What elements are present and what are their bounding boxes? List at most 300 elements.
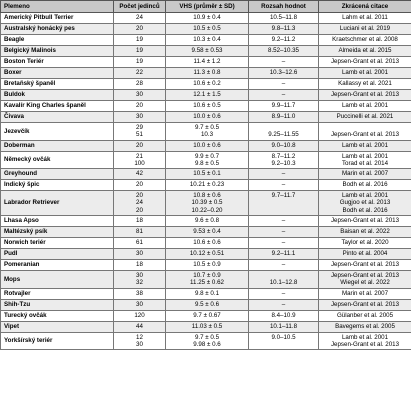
citation-cell-line: Jepsen-Grant et al. 2013 xyxy=(330,272,400,280)
citation-cell xyxy=(319,169,411,180)
count-cell-line: 30 xyxy=(136,113,143,121)
count-cell xyxy=(114,310,166,321)
count-cell xyxy=(114,271,166,289)
count-cell-line: 30 xyxy=(136,272,143,280)
vhs-cell-line: 10.8 ± 0.6 xyxy=(193,192,221,200)
vhs-cell-line: 10.5 ± 0.1 xyxy=(193,170,221,178)
citation-cell-line: Wiegel et al. 2022 xyxy=(340,279,390,287)
table-row xyxy=(1,180,411,191)
vhs-cell-line: 10.0 ± 0.6 xyxy=(193,141,221,149)
vhs-cell xyxy=(166,191,249,216)
range-cell-line xyxy=(252,199,315,206)
count-cell xyxy=(114,68,166,79)
citation-cell xyxy=(319,191,411,216)
range-cell-line: – xyxy=(281,181,286,189)
vhs-cell xyxy=(166,260,249,271)
count-cell-line: 100 xyxy=(134,159,145,167)
vhs-cell-line: 11.25 ± 0.62 xyxy=(190,279,224,287)
table-row xyxy=(1,260,411,271)
count-cell xyxy=(114,35,166,46)
count-cell xyxy=(114,46,166,57)
count-cell-line: 24 xyxy=(136,199,143,207)
citation-cell xyxy=(319,238,411,249)
table-row xyxy=(1,13,411,24)
count-cell xyxy=(114,332,166,350)
vhs-cell xyxy=(166,112,249,123)
vhs-cell xyxy=(166,332,249,350)
vhs-cell xyxy=(166,238,249,249)
count-cell xyxy=(114,24,166,35)
count-cell-line: 19 xyxy=(136,58,143,66)
count-cell-line: 30 xyxy=(136,340,143,348)
citation-cell xyxy=(319,24,411,35)
citation-cell-line: Jepsen-Grant et al. 2013 xyxy=(330,300,400,308)
count-cell xyxy=(114,169,166,180)
count-cell-line: 20 xyxy=(136,25,143,33)
vhs-cell-line: 10.3 ± 0.4 xyxy=(193,36,221,44)
count-cell xyxy=(114,288,166,299)
table-row xyxy=(1,249,411,260)
breed-cell: Boxer xyxy=(1,68,114,79)
range-cell-line: 10.1–12.8 xyxy=(269,279,298,287)
citation-cell-line: Gugjoo et al. 2013 xyxy=(339,199,391,207)
range-cell-line xyxy=(252,207,315,214)
range-cell xyxy=(249,123,319,141)
table-row xyxy=(1,332,411,350)
count-cell-line: 44 xyxy=(136,322,143,330)
citation-cell xyxy=(319,288,411,299)
count-cell-line: 38 xyxy=(136,289,143,297)
breed-cell: Lhasa Apso xyxy=(1,216,114,227)
range-cell xyxy=(249,112,319,123)
citation-cell-line: Almeida et al. 2015 xyxy=(338,47,392,55)
table-row xyxy=(1,169,411,180)
citation-cell-line: Lamb et al. 2001 xyxy=(341,192,389,200)
citation-cell-line: Bavegems et al. 2005 xyxy=(335,322,395,330)
count-cell-line: 30 xyxy=(136,250,143,258)
vhs-cell xyxy=(166,180,249,191)
range-cell xyxy=(249,310,319,321)
count-cell xyxy=(114,112,166,123)
range-cell xyxy=(249,260,319,271)
count-cell-line: 12 xyxy=(136,333,143,341)
range-cell xyxy=(249,332,319,350)
table-row xyxy=(1,112,411,123)
vhs-cell xyxy=(166,321,249,332)
range-cell-line: – xyxy=(281,300,286,308)
count-cell xyxy=(114,227,166,238)
table-row xyxy=(1,79,411,90)
vhs-cell xyxy=(166,13,249,24)
vhs-cell xyxy=(166,90,249,101)
breed-cell: Jezevčík xyxy=(1,123,114,141)
breed-cell: Beagle xyxy=(1,35,114,46)
table-row xyxy=(1,35,411,46)
range-cell xyxy=(249,299,319,310)
count-cell xyxy=(114,216,166,227)
citation-cell xyxy=(319,140,411,151)
count-cell xyxy=(114,191,166,216)
vhs-cell-line: 9.58 ± 0.53 xyxy=(191,47,223,55)
vhs-cell-line: 9.8 ± 0.5 xyxy=(194,159,220,167)
range-cell xyxy=(249,216,319,227)
count-cell-line: 18 xyxy=(136,261,143,269)
citation-cell xyxy=(319,260,411,271)
vhs-cell xyxy=(166,123,249,141)
range-cell xyxy=(249,191,319,216)
range-cell xyxy=(249,288,319,299)
breed-cell: Belgický Malinois xyxy=(1,46,114,57)
table-row xyxy=(1,90,411,101)
vhs-cell xyxy=(166,140,249,151)
vhs-cell-line: 10.6 ± 0.6 xyxy=(193,239,221,247)
breed-cell: Americký Pitbull Terrier xyxy=(1,13,114,24)
citation-cell-line: Jepsen-Grant et al. 2013 xyxy=(330,340,400,348)
range-cell-line: – xyxy=(281,261,286,269)
vhs-cell-line: 10.7 ± 0.9 xyxy=(193,272,221,280)
range-cell xyxy=(249,13,319,24)
table-row xyxy=(1,24,411,35)
range-cell-line xyxy=(252,124,315,131)
range-cell-line: – xyxy=(281,170,286,178)
range-cell-line: – xyxy=(281,91,286,99)
vhs-cell-line: 10.12 ± 0.51 xyxy=(189,250,225,258)
citation-cell-line: Bodh et al. 2016 xyxy=(342,181,388,189)
range-cell-line: – xyxy=(281,80,286,88)
count-cell xyxy=(114,79,166,90)
citation-cell-line: Torad et al. 2014 xyxy=(341,159,389,167)
breed-cell: Greyhound xyxy=(1,169,114,180)
table-row xyxy=(1,140,411,151)
citation-cell xyxy=(319,57,411,68)
vhs-cell xyxy=(166,310,249,321)
table-body xyxy=(1,13,411,350)
citation-cell xyxy=(319,112,411,123)
count-cell-line: 29 xyxy=(136,124,143,132)
citation-cell xyxy=(319,216,411,227)
citation-cell-line: Jepsen-Grant et al. 2013 xyxy=(330,131,400,139)
citation-cell-line: Lamb et al. 2001 xyxy=(341,152,389,160)
count-cell xyxy=(114,299,166,310)
count-cell xyxy=(114,180,166,191)
range-cell xyxy=(249,101,319,112)
breed-cell: Doberman xyxy=(1,140,114,151)
range-cell-line: 10.1–11.8 xyxy=(269,322,298,330)
vhs-cell-line: 9.7 ± 0.5 xyxy=(194,124,220,132)
vhs-cell xyxy=(166,101,249,112)
citation-cell-line: Jepsen-Grant et al. 2013 xyxy=(330,58,400,66)
citation-cell xyxy=(319,299,411,310)
count-cell-line: 51 xyxy=(136,131,143,139)
citation-cell xyxy=(319,271,411,289)
citation-cell-line: Lamb et al. 2001 xyxy=(341,69,389,77)
citation-cell xyxy=(319,13,411,24)
range-cell-line: 8.4–10.9 xyxy=(271,311,296,319)
range-cell-line: – xyxy=(281,289,286,297)
table-row xyxy=(1,288,411,299)
range-cell xyxy=(249,321,319,332)
count-cell-line: 24 xyxy=(136,14,143,22)
range-cell xyxy=(249,35,319,46)
range-cell xyxy=(249,169,319,180)
citation-cell xyxy=(319,249,411,260)
range-cell-line: 9.2–11.2 xyxy=(271,36,296,44)
range-cell-line: 9.7–11.7 xyxy=(271,192,296,200)
breed-cell: Německý ovčák xyxy=(1,151,114,169)
table-row xyxy=(1,299,411,310)
header-row xyxy=(1,1,411,13)
count-cell-line: 30 xyxy=(136,300,143,308)
table-row xyxy=(1,123,411,141)
count-cell-line: 20 xyxy=(136,102,143,110)
range-cell-line: – xyxy=(281,58,286,66)
range-cell xyxy=(249,57,319,68)
count-cell-line: 19 xyxy=(136,47,143,55)
breed-cell: Vipet xyxy=(1,321,114,332)
header-breed: Plemeno xyxy=(1,1,114,13)
breed-cell: Indický špic xyxy=(1,180,114,191)
citation-cell-line: Jepsen-Grant et al. 2013 xyxy=(330,91,400,99)
citation-cell-line: Lamb et al. 2001 xyxy=(341,333,389,341)
vhs-cell-line: 10.21 ± 0.23 xyxy=(189,181,225,189)
vhs-cell xyxy=(166,288,249,299)
table-row xyxy=(1,151,411,169)
table-row xyxy=(1,271,411,289)
vhs-cell-line: 9.7 ± 0.67 xyxy=(193,311,221,319)
range-cell xyxy=(249,238,319,249)
range-cell-line: – xyxy=(281,228,286,236)
vhs-cell-line: 10.6 ± 0.5 xyxy=(193,102,221,110)
vhs-cell-line: 10.5 ± 0.9 xyxy=(193,261,221,269)
citation-cell-line: Gülanber et al. 2005 xyxy=(336,311,394,319)
range-cell xyxy=(249,90,319,101)
table-row xyxy=(1,57,411,68)
citation-cell xyxy=(319,310,411,321)
citation-cell-line xyxy=(322,124,408,131)
range-cell xyxy=(249,68,319,79)
vhs-cell xyxy=(166,299,249,310)
citation-cell-line: Baisan et al. 2022 xyxy=(340,228,390,236)
citation-cell-line: Kraetschmer et al. 2008 xyxy=(332,36,398,44)
header-vhs: VHS (průměr ± SD) xyxy=(166,1,249,13)
range-cell xyxy=(249,249,319,260)
citation-cell-line: Kallassy et al. 2021 xyxy=(338,80,392,88)
count-cell-line: 28 xyxy=(136,80,143,88)
vhs-cell xyxy=(166,271,249,289)
table-row xyxy=(1,321,411,332)
breed-cell: Bretaňský španěl xyxy=(1,79,114,90)
vhs-cell xyxy=(166,151,249,169)
table-row xyxy=(1,101,411,112)
vhs-cell-line: 10.6 ± 0.2 xyxy=(193,80,221,88)
count-cell xyxy=(114,249,166,260)
citation-cell-line: Pinto et al. 2004 xyxy=(342,250,388,258)
range-cell-line: 8.9–11.0 xyxy=(271,113,296,121)
count-cell-line: 30 xyxy=(136,91,143,99)
breed-cell: Čivava xyxy=(1,112,114,123)
citation-cell-line: Lamb et al. 2001 xyxy=(341,141,389,149)
vhs-cell-line: 9.6 ± 0.8 xyxy=(194,217,220,225)
count-cell xyxy=(114,238,166,249)
range-cell-line: 9.9–11.7 xyxy=(271,102,296,110)
count-cell-line: 32 xyxy=(136,279,143,287)
vhs-cell xyxy=(166,227,249,238)
vhs-cell xyxy=(166,249,249,260)
vhs-cell-line: 10.9 ± 0.4 xyxy=(193,14,221,22)
citation-cell-line: Marin et al. 2007 xyxy=(341,170,389,178)
vhs-cell xyxy=(166,57,249,68)
citation-cell xyxy=(319,46,411,57)
range-cell xyxy=(249,79,319,90)
vhs-cell xyxy=(166,216,249,227)
count-cell xyxy=(114,321,166,332)
count-cell xyxy=(114,260,166,271)
citation-cell-line: Lamb et al. 2001 xyxy=(341,102,389,110)
header-count: Počet jedinců xyxy=(114,1,166,13)
citation-cell-line: Puccinelli et al. 2021 xyxy=(336,113,394,121)
table-row xyxy=(1,46,411,57)
citation-cell xyxy=(319,180,411,191)
count-cell-line: 20 xyxy=(136,141,143,149)
table-row xyxy=(1,227,411,238)
count-cell xyxy=(114,123,166,141)
breed-cell: Maltézský psík xyxy=(1,227,114,238)
breed-cell: Turecký ovčák xyxy=(1,310,114,321)
breed-cell: Shih-Tzu xyxy=(1,299,114,310)
breed-cell: Pomeranian xyxy=(1,260,114,271)
citation-cell xyxy=(319,321,411,332)
table-row xyxy=(1,216,411,227)
vhs-cell-line: 11.03 ± 0.5 xyxy=(191,322,223,330)
citation-cell xyxy=(319,79,411,90)
range-cell xyxy=(249,46,319,57)
range-cell-line: 9.0–10.5 xyxy=(271,333,296,341)
header-citation: Zkrácená citace xyxy=(319,1,411,13)
range-cell-line: 10.3–12.6 xyxy=(269,69,298,77)
range-cell-line xyxy=(252,272,315,279)
count-cell xyxy=(114,13,166,24)
vhs-cell-line: 11.4 ± 1.2 xyxy=(193,58,221,66)
vhs-cell xyxy=(166,46,249,57)
range-cell-line xyxy=(252,341,315,348)
vhs-cell-line: 11.3 ± 0.8 xyxy=(193,69,221,77)
breed-cell: Yorkšírský teriér xyxy=(1,332,114,350)
vhs-cell-line: 10.22–0.20 xyxy=(191,206,223,214)
count-cell xyxy=(114,90,166,101)
citation-cell-line: Lahm et al. 2011 xyxy=(342,14,388,22)
vhs-cell-line: 9.8 ± 0.1 xyxy=(194,289,220,297)
vhs-cell-line: 10.0 ± 0.6 xyxy=(193,113,221,121)
vhs-cell xyxy=(166,169,249,180)
breed-cell: Pudl xyxy=(1,249,114,260)
count-cell xyxy=(114,57,166,68)
citation-cell-line: Bodh et al. 2016 xyxy=(342,206,388,214)
citation-cell xyxy=(319,227,411,238)
citation-cell-line: Jepsen-Grant et al. 2013 xyxy=(330,217,400,225)
range-cell-line: 9.2–11.1 xyxy=(271,250,296,258)
breed-cell: Boston Teriér xyxy=(1,57,114,68)
range-cell-line: – xyxy=(281,217,286,225)
breed-cell: Buldok xyxy=(1,90,114,101)
count-cell-line: 22 xyxy=(136,69,143,77)
citation-cell xyxy=(319,332,411,350)
citation-cell xyxy=(319,90,411,101)
citation-cell xyxy=(319,101,411,112)
citation-cell xyxy=(319,123,411,141)
citation-cell-line: Luciani et al. 2019 xyxy=(339,25,391,33)
breed-cell: Norwich teriér xyxy=(1,238,114,249)
count-cell-line: 21 xyxy=(136,152,143,160)
vhs-cell-line: 9.5 ± 0.6 xyxy=(194,300,220,308)
vhs-cell-line: 10.3 xyxy=(200,131,214,139)
count-cell-line: 81 xyxy=(136,228,143,236)
citation-cell-line: Jepsen-Grant et al. 2013 xyxy=(330,261,400,269)
vhs-cell xyxy=(166,35,249,46)
vhs-cell-line: 9.9 ± 0.7 xyxy=(194,152,220,160)
range-cell xyxy=(249,227,319,238)
breed-cell: Mops xyxy=(1,271,114,289)
vhs-cell-line: 10.5 ± 0.5 xyxy=(193,25,221,33)
vhs-cell-line: 9.53 ± 0.4 xyxy=(193,228,221,236)
citation-cell-line: Taylor et al. 2020 xyxy=(341,239,389,247)
range-cell xyxy=(249,271,319,289)
table-row xyxy=(1,68,411,79)
count-cell-line: 20 xyxy=(136,192,143,200)
vhs-cell xyxy=(166,68,249,79)
count-cell-line: 120 xyxy=(134,311,145,319)
count-cell-line: 20 xyxy=(136,206,143,214)
count-cell-line: 20 xyxy=(136,181,143,189)
breed-cell: Australský honácký pes xyxy=(1,24,114,35)
count-cell xyxy=(114,140,166,151)
range-cell-line: 8.7–11.2 xyxy=(271,152,296,160)
vhs-cell-line: 9.98 ± 0.6 xyxy=(193,340,221,348)
range-cell xyxy=(249,24,319,35)
count-cell-line: 42 xyxy=(136,170,143,178)
table-row xyxy=(1,238,411,249)
count-cell-line: 19 xyxy=(136,36,143,44)
range-cell-line: 8.52–10.35 xyxy=(268,47,299,55)
vhs-cell-line: 12.1 ± 1.5 xyxy=(193,91,221,99)
range-cell-line: 9.8–11.3 xyxy=(271,25,296,33)
count-cell-line: 18 xyxy=(136,217,143,225)
table-row xyxy=(1,191,411,216)
range-cell xyxy=(249,180,319,191)
range-cell-line: 9.2–10.3 xyxy=(271,159,296,167)
vhs-cell xyxy=(166,79,249,90)
vhs-cell-line: 9.7 ± 0.5 xyxy=(194,333,220,341)
range-cell-line: 9.25–11.55 xyxy=(268,131,299,139)
range-cell xyxy=(249,140,319,151)
citation-cell xyxy=(319,35,411,46)
range-cell-line: – xyxy=(281,239,286,247)
breed-cell: Rotvajler xyxy=(1,288,114,299)
table-row xyxy=(1,310,411,321)
citation-cell xyxy=(319,151,411,169)
range-cell xyxy=(249,151,319,169)
count-cell xyxy=(114,101,166,112)
citation-cell xyxy=(319,68,411,79)
count-cell-line: 61 xyxy=(136,239,143,247)
citation-cell-line: Marin et al. 2007 xyxy=(341,289,389,297)
header-range: Rozsah hodnot xyxy=(249,1,319,13)
range-cell-line: 10.5–11.8 xyxy=(269,14,298,22)
breed-cell: Kavalír King Charles španěl xyxy=(1,101,114,112)
breed-cell: Labrador Retriever xyxy=(1,191,114,216)
count-cell xyxy=(114,151,166,169)
vhs-cell-line: 10.39 ± 0.5 xyxy=(191,199,223,207)
range-cell-line: 9.0–10.8 xyxy=(271,141,296,149)
